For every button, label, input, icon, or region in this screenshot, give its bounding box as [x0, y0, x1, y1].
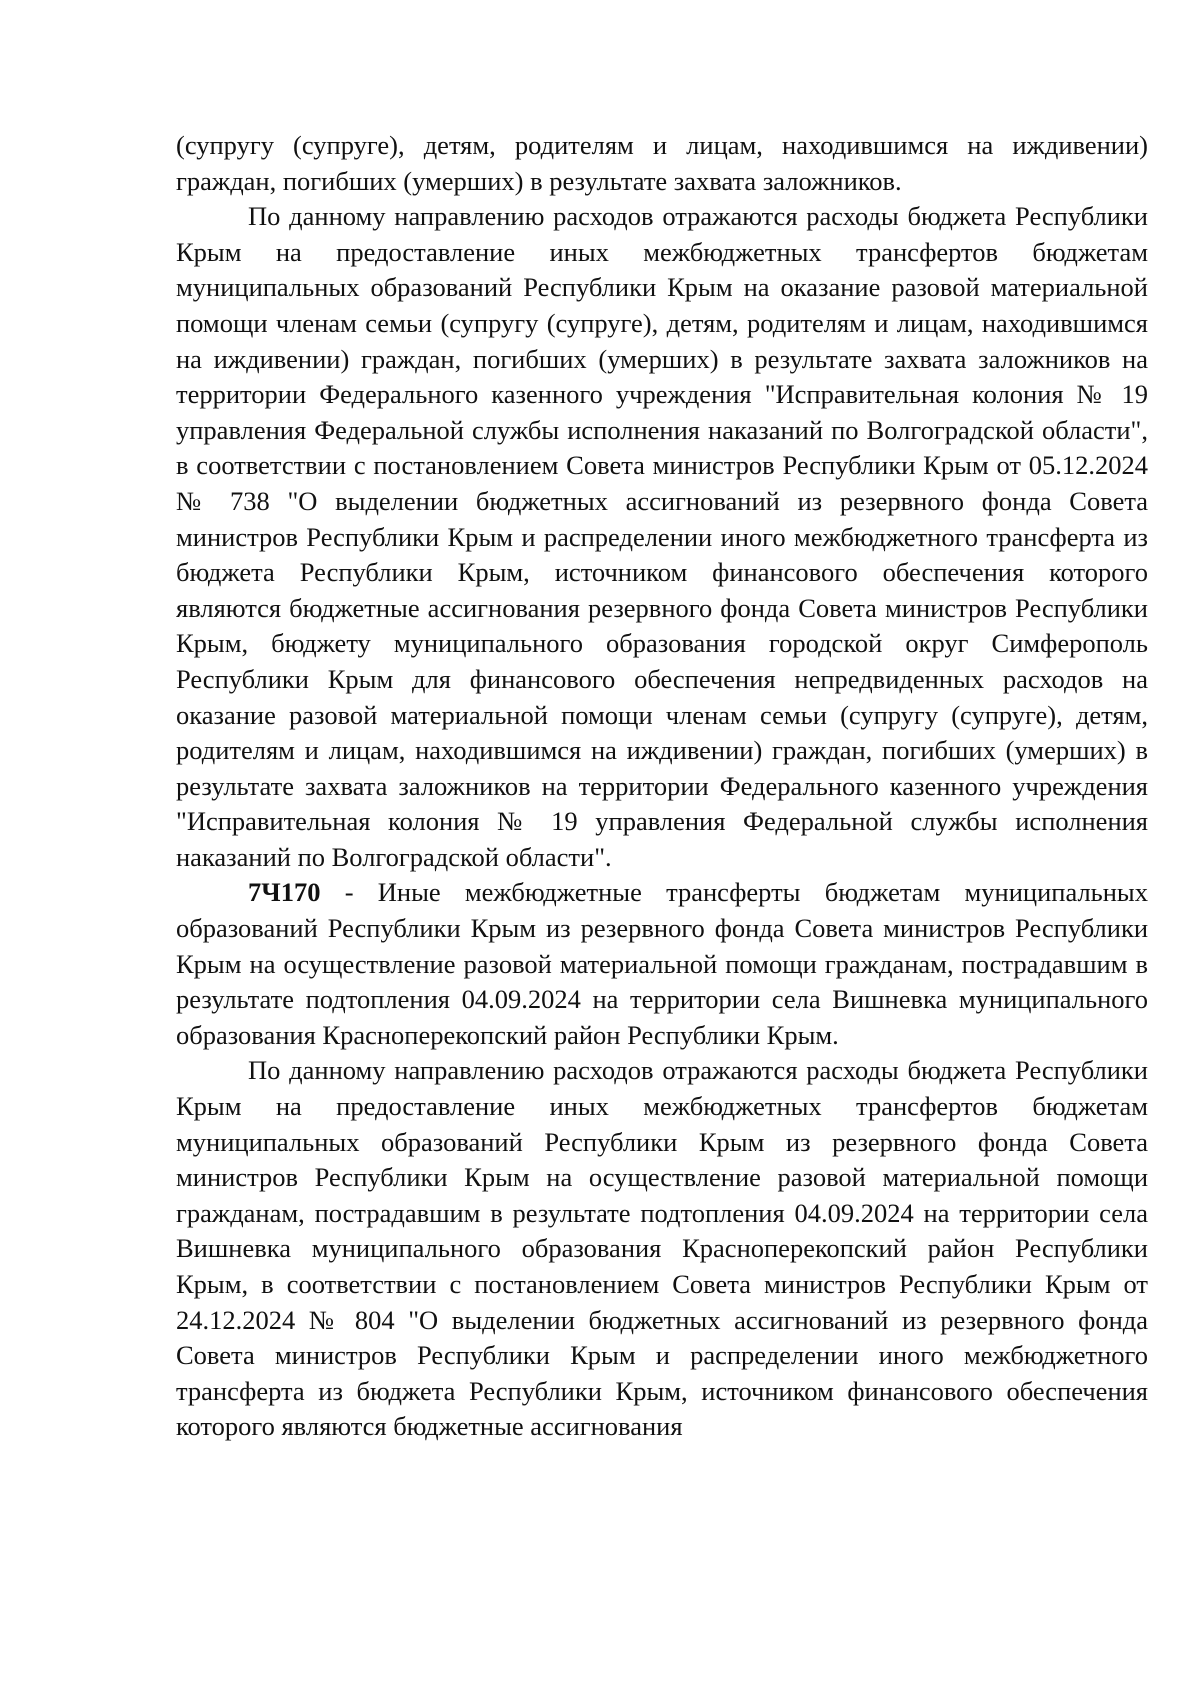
- expense-code: 7Ч170: [248, 877, 321, 908]
- paragraph-text: По данному направлению расходов отражаются расходы бюджета Республики Крым на предоставление иных межбюджетных трансфертов бюджетам муниципальных образований Республики Крым на оказание разовой материальной помощи членам семьи (супругу (супруге), детям, родителям и лицам, находившимся на иждивении) граждан, погибших (умерших) в результате захвата заложников на территории Федерального казенного учреждения "Исправительная колония № 19 управления Федеральной службы исполнения наказаний по Волгоградской области", в соответствии с постановлением Совета министров Республики Крым от 05.12.2024 № 738 "О выделении бюджетных ассигнований из резервного фонда Совета министров Республики Крым и распределении иного межбюджетного трансферта из бюджета Республики Крым, источником финансового обеспечения которого являются бюджетные ассигнования резервного фонда Совета министров Республики Крым, бюджету муниципального образования городской округ Симферополь Республики Крым для финансового обеспечения непредвиденных расходов на оказание разовой материальной помощи членам семьи (супругу (супруге), детям, родителям и лицам, находившимся на иждивении) граждан, погибших (умерших) в результате захвата заложников на территории Федерального казенного учреждения "Исправительная колония № 19 управления Федеральной службы исполнения наказаний по Волгоградской области".: [176, 201, 1148, 872]
- document-page: [176, 128, 1148, 1445]
- paragraph-text: (супругу (супруге), детям, родителям и лицам, находившимся на иждивении) граждан, погибших (умерших) в результате захвата заложников.: [176, 130, 1148, 196]
- paragraph-continuation: [176, 128, 1148, 199]
- paragraph-text: - Иные межбюджетные трансферты бюджетам муниципальных образований Республики Крым из резервного фонда Совета министров Республики Крым на осуществление разовой материальной помощи гражданам, пострадавшим в результате подтопления 04.09.2024 на территории села Вишневка муниципального образования Красноперекопский район Республики Крым.: [176, 877, 1148, 1050]
- paragraph-text: По данному направлению расходов отражаются расходы бюджета Республики Крым на предоставление иных межбюджетных трансфертов бюджетам муниципальных образований Республики Крым из резервного фонда Совета министров Республики Крым на осуществление разовой материальной помощи гражданам, пострадавшим в результате подтопления 04.09.2024 на территории села Вишневка муниципального образования Красноперекопский район Республики Крым, в соответствии с постановлением Совета министров Республики Крым от 24.12.2024 № 804 "О выделении бюджетных ассигнований из резервного фонда Совета министров Республики Крым и распределении иного межбюджетного трансферта из бюджета Республики Крым, источником финансового обеспечения которого являются бюджетные ассигнования: [176, 1055, 1148, 1442]
- paragraph-expense-code-7ch170: [176, 875, 1148, 1053]
- paragraph-expense-description: [176, 199, 1148, 875]
- paragraph-expense-description-2: [176, 1053, 1148, 1445]
